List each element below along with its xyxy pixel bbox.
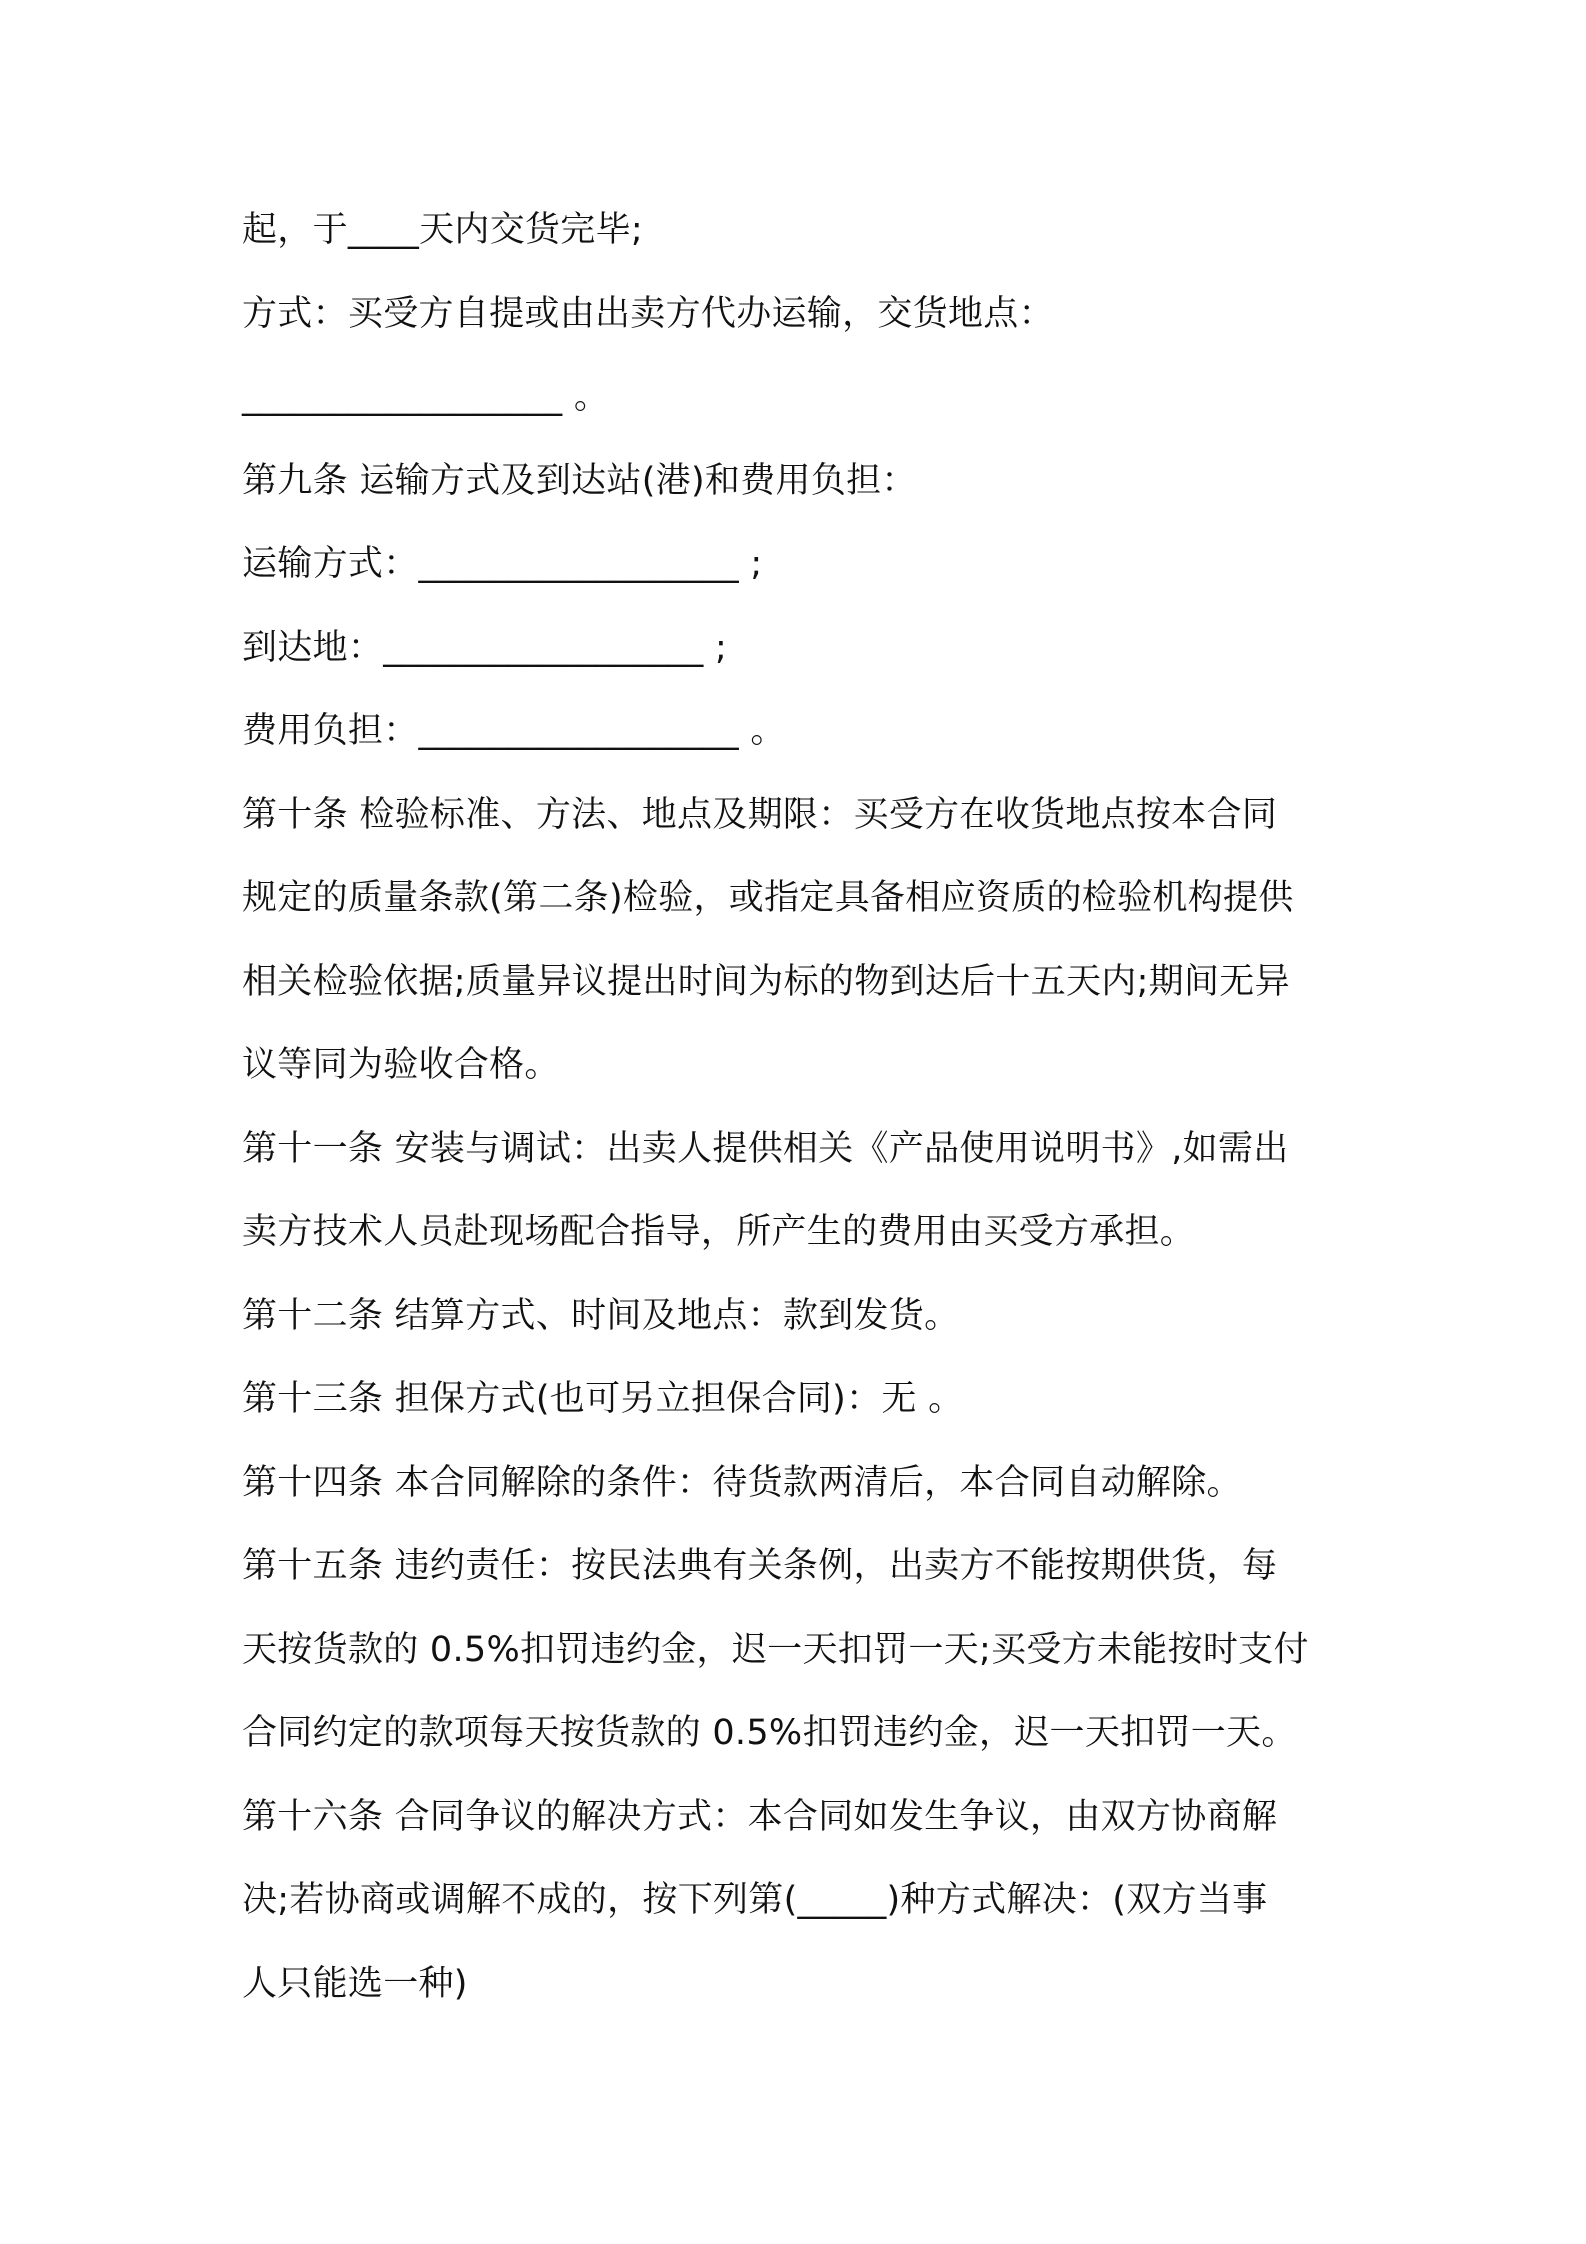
transport-method-line: 运输方式：__________________ ; [242,544,763,584]
text-line: 卖方技术人员赴现场配合指导，所产生的费用由买受方承担。 [242,1212,1196,1252]
text-line: __________________ 。 [242,377,610,417]
text-line: 起，于____天内交货完毕; [242,210,643,250]
article-16-line: 第十六条 合同争议的解决方式：本合同如发生争议，由双方协商解 [242,1796,1278,1837]
text-line: 合同约定的款项每天按货款的 0.5%扣罚违约金，迟一天扣罚一天。 [242,1713,1297,1753]
article-15-line: 第十五条 违约责任：按民法典有关条例，出卖方不能按期供货，每 [242,1546,1278,1586]
text-line: 规定的质量条款(第二条)检验，或指定具备相应资质的检验机构提供 [242,878,1294,918]
article-13-line: 第十三条 担保方式(也可另立担保合同)：无 。 [242,1379,964,1419]
cost-bearing-line: 费用负担：__________________ 。 [242,711,786,751]
article-14-line: 第十四条 本合同解除的条件：待货款两清后，本合同自动解除。 [242,1462,1242,1503]
text-line: 决;若协商或调解不成的，按下列第(_____)种方式解决：(双方当事 [242,1880,1268,1920]
text-line: 方式：买受方自提或由出卖方代办运输，交货地点： [242,293,1054,334]
text-line: 人只能选一种) [242,1963,468,2004]
article-11-line: 第十一条 安装与调试：出卖人提供相关《产品使用说明书》,如需出 [242,1128,1289,1169]
text-line: 议等同为验收合格。 [242,1045,560,1085]
text-line: 天按货款的 0.5%扣罚违约金，迟一天扣罚一天;买受方未能按时支付 [242,1629,1309,1670]
article-10-line: 第十条 检验标准、方法、地点及期限：买受方在收货地点按本合同 [242,794,1278,835]
text-line: 相关检验依据;质量异议提出时间为标的物到达后十五天内;期间无异 [242,961,1290,1002]
destination-line: 到达地：__________________ ; [242,627,728,668]
document-body [242,196,1352,2033]
article-9-heading: 第九条 运输方式及到达站(港)和费用负担： [242,460,917,501]
article-12-line: 第十二条 结算方式、时间及地点：款到发货。 [242,1295,960,1336]
